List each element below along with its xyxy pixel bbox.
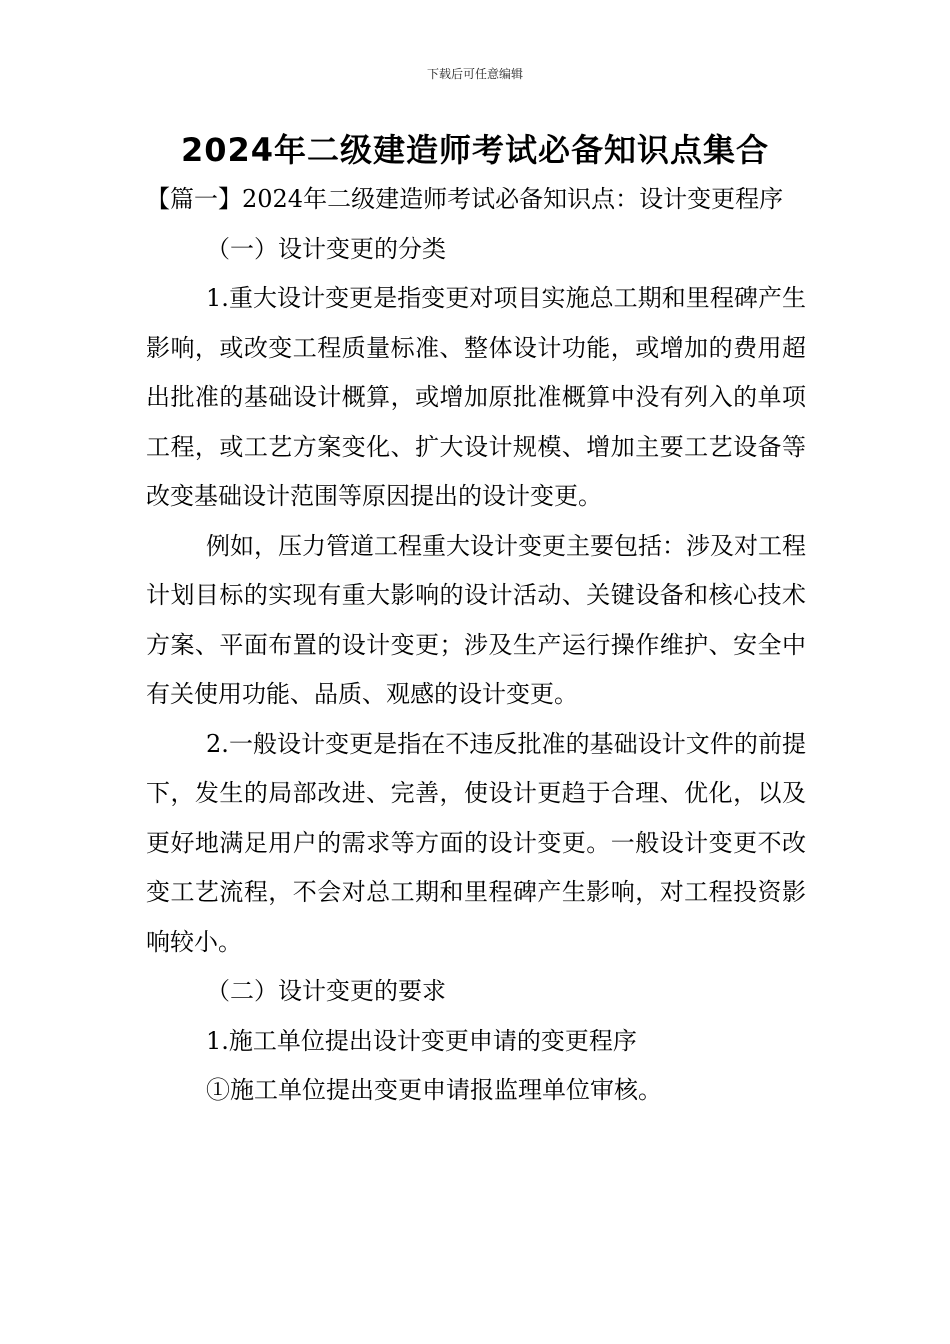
page-title: 2024年二级建造师考试必备知识点集合 — [180, 131, 770, 169]
paragraph-step-1: ①施工单位提出变更申请报监理单位审核。 — [206, 1076, 662, 1104]
paragraph-example: 例如，压力管道工程重大设计变更主要包括：涉及对工程计划目标的实现有重大影响的设计活动、关键设备和核心技术方案、平面布置的设计变更；涉及生产运行操作维护、安全中有关使用功能、品质、观感的设计变更。 — [146, 531, 806, 708]
document-body — [146, 175, 806, 1116]
subheading-classification: （一）设计变更的分类 — [206, 234, 446, 263]
section-heading: 【篇一】2024年二级建造师考试必备知识点：设计变更程序 — [146, 185, 784, 213]
paragraph-major-change: 1.重大设计变更是指变更对项目实施总工期和里程碑产生影响，或改变工程质量标准、整体设计功能，或增加的费用超出批准的基础设计概算，或增加原批准概算中没有列入的单项工程，或工艺方案变化、扩大设计规模、增加主要工艺设备等改变基础设计范围等原因提出的设计变更。 — [146, 284, 806, 510]
subheading-contractor-procedure: 1.施工单位提出设计变更申请的变更程序 — [206, 1026, 637, 1055]
paragraph-general-change: 2.一般设计变更是指在不违反批准的基础设计文件的前提下，发生的局部改进、完善，使设计更趋于合理、优化，以及更好地满足用户的需求等方面的设计变更。一般设计变更不改变工艺流程，不会对总工期和里程碑产生影响，对工程投资影响较小。 — [146, 729, 806, 956]
subheading-requirements: （二）设计变更的要求 — [206, 977, 446, 1005]
header-note: 下载后可任意编辑 — [426, 67, 523, 81]
